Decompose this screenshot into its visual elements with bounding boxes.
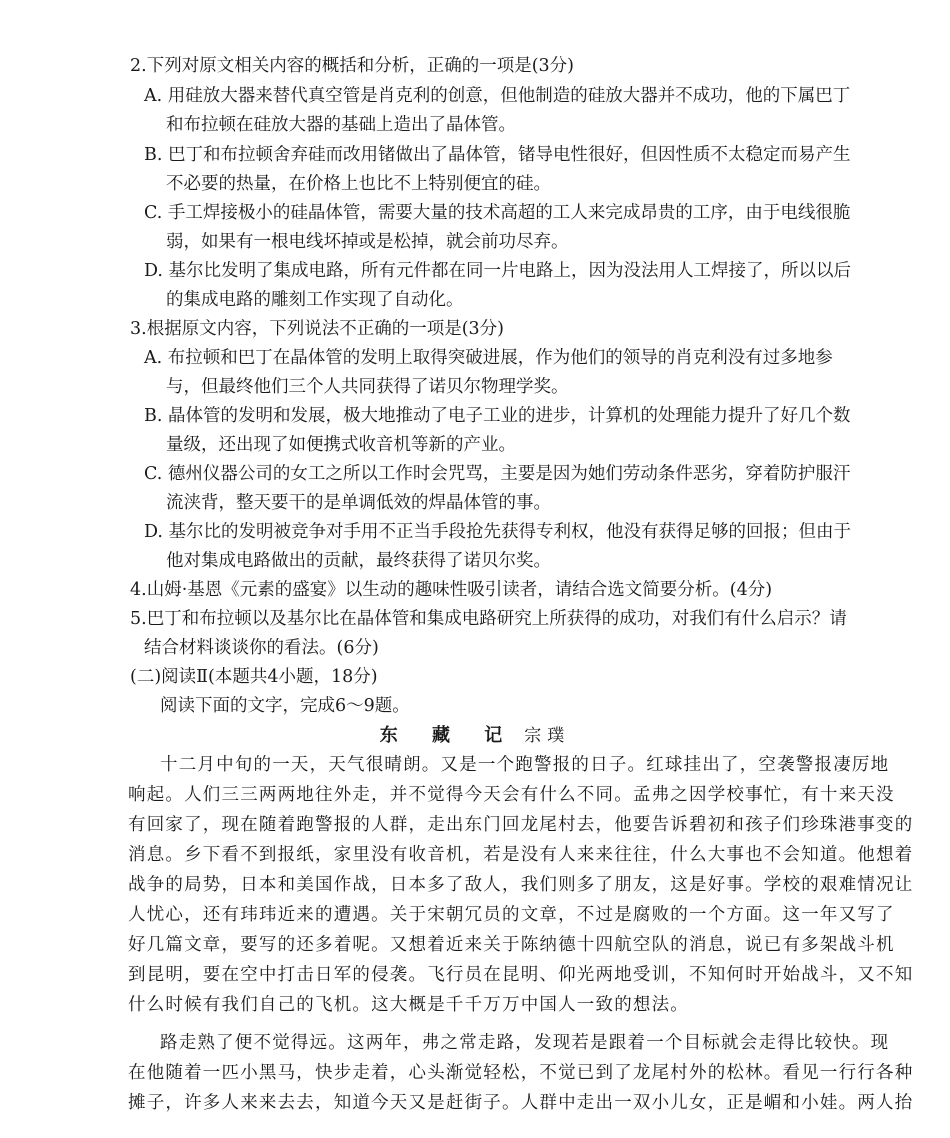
q2-option-d-line2: 的集成电路的雕刻工作实现了自动化。 — [166, 290, 464, 310]
story-title: 东 藏 记 — [379, 725, 517, 746]
q2-option-d-line1: D. 基尔比发明了集成电路，所有元件都在同一片电路上，因为没法用人工焊接了，所以以后 — [144, 261, 852, 281]
q3-option-a-line2: 与，但最终他们三个人共同获得了诺贝尔物理学奖。 — [166, 377, 569, 397]
story-line: 消息。乡下看不到报纸，家里没有收音机，若是没有人来来往往，什么大事也不会知道。他想着 — [128, 845, 914, 865]
q3-option-d-line2: 他对集成电路做出的贡献，最终获得了诺贝尔奖。 — [166, 551, 551, 571]
section-header: (二)阅读Ⅱ(本题共4小题，18分) — [130, 667, 378, 687]
question-3-stem: 3.根据原文内容，下列说法不正确的一项是(3分) — [130, 319, 504, 339]
story-line: 在他随着一匹小黑马，快步走着，心头渐觉轻松，不觉已到了龙尾村外的松林。看见一行行各种 — [128, 1063, 914, 1083]
story-title-block — [0, 722, 950, 750]
q3-option-a-line1: A. 布拉顿和巴丁在晶体管的发明上取得突破进展，作为他们的领导的肖克利没有过多地参 — [144, 348, 833, 368]
q2-option-a-line2: 和布拉顿在硅放大器的基础上造出了晶体管。 — [166, 115, 516, 135]
q2-option-c-line1: C. 手工焊接极小的硅晶体管，需要大量的技术高超的工人来完成昂贵的工序，由于电线很脆 — [144, 203, 851, 223]
q3-option-c-line1: C. 德州仪器公司的女工之所以工作时会咒骂，主要是因为她们劳动条件恶劣，穿着防护服汗 — [144, 464, 851, 484]
q3-option-b-line1: B. 晶体管的发明和发展，极大地推动了电子工业的进步，计算机的处理能力提升了好几个数 — [144, 406, 851, 426]
story-line: 十二月中旬的一天，天气很晴朗。又是一个跑警报的日子。红球挂出了，空袭警报凄厉地 — [160, 755, 890, 775]
q3-option-d-line1: D. 基尔比的发明被竞争对手用不正当手段抢先获得专利权，他没有获得足够的回报；但由于 — [144, 522, 852, 542]
q3-option-c-line2: 流浃背，整天要干的是单调低效的焊晶体管的事。 — [166, 493, 551, 513]
instruction: 阅读下面的文字，完成6～9题。 — [160, 696, 410, 716]
story-line: 人忧心，还有玮玮近来的遭遇。关于宋朝冗员的文章，不过是腐败的一个方面。这一年又写了 — [128, 905, 895, 925]
question-5-line2: 结合材料谈谈你的看法。(6分) — [144, 638, 379, 658]
q2-option-b-line2: 不必要的热量，在价格上也比不上特别便宜的硅。 — [166, 174, 551, 194]
q2-option-c-line2: 弱，如果有一根电线坏掉或是松掉，就会前功尽弃。 — [166, 232, 569, 252]
story-line: 摊子，许多人来来去去，知道今天又是赶街子。人群中走出一双小儿女，正是嵋和小娃。两人抬 — [128, 1093, 914, 1113]
story-line: 有回家了，现在随着跑警报的人群，走出东门回龙尾村去，他要告诉碧初和孩子们珍珠港事变的 — [128, 815, 914, 835]
story-line: 战争的局势，日本和美国作战，日本多了敌人，我们则多了朋友，这是好事。学校的艰难情况让 — [128, 875, 914, 895]
story-line: 什么时候有我们自己的飞机。这大概是千千万万中国人一致的想法。 — [128, 995, 689, 1015]
story-line: 响起。人们三三两两地往外走，并不觉得今天会有什么不同。孟弗之因学校事忙，有十来天没 — [128, 785, 895, 805]
story-line: 到昆明，要在空中打击日军的侵袭。飞行员在昆明、仰光两地受训，不知何时开始战斗，又不知 — [128, 965, 914, 985]
question-2-stem: 2.下列对原文相关内容的概括和分析，正确的一项是(3分) — [130, 56, 574, 76]
q2-option-a-line1: A. 用硅放大器来替代真空管是肖克利的创意，但他制造的硅放大器并不成功，他的下属巴丁 — [144, 86, 851, 106]
q2-option-b-line1: B. 巴丁和布拉顿舍弃硅而改用锗做出了晶体管，锗导电性很好，但因性质不太稳定而易产生 — [144, 145, 851, 165]
question-4: 4.山姆·基恩《元素的盛宴》以生动的趣味性吸引读者，请结合选文简要分析。(4分) — [130, 580, 773, 600]
story-line: 路走熟了便不觉得远。这两年，弗之常走路，发现若是跟着一个目标就会走得比较快。现 — [160, 1033, 890, 1053]
story-author: 宗璞 — [524, 726, 571, 746]
question-5-line1: 5.巴丁和布拉顿以及基尔比在晶体管和集成电路研究上所获得的成功，对我们有什么启示？请 — [130, 609, 847, 629]
story-line: 好几篇文章，要写的还多着呢。又想着近来关于陈纳德十四航空队的消息，说已有多架战斗机 — [128, 935, 895, 955]
q3-option-b-line2: 量级，还出现了如便携式收音机等新的产业。 — [166, 435, 516, 455]
